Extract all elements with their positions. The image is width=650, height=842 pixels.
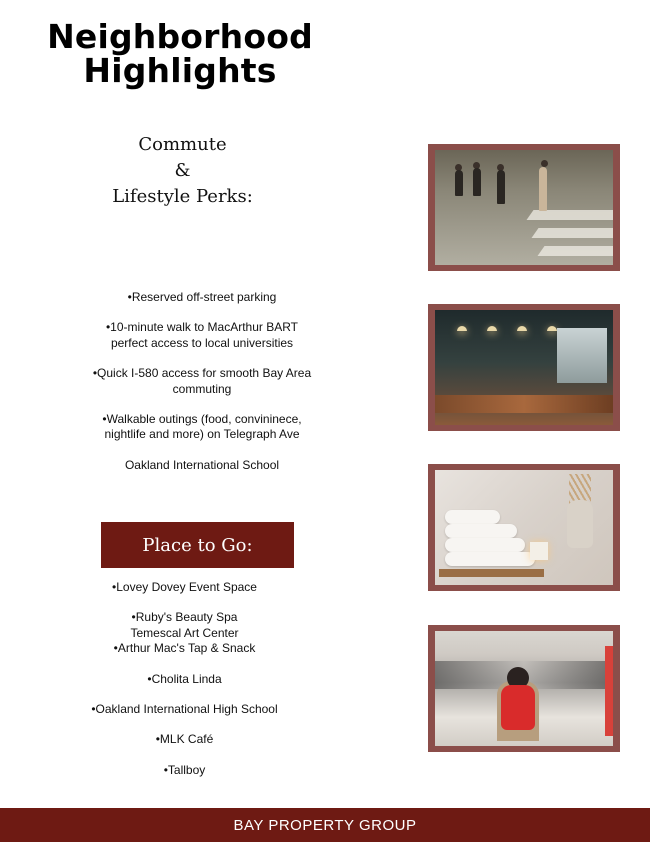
photo-subway [428,625,620,752]
perk-item: •Reserved off-street parking [127,290,277,304]
commute-heading [80,132,285,210]
places-list [72,580,297,793]
commute-perks-list [92,290,312,488]
place-item: •Cholita Linda [147,671,222,686]
place-item: •Ruby's Beauty Spa [131,610,238,625]
commute-heading-line-2: & [174,160,191,181]
place-item: •Oakland International High School [91,702,278,717]
perk-item: Oakland International School [124,457,280,472]
subway-image [435,631,613,746]
places-heading: Place to Go: [142,534,253,556]
photo-spa [428,464,620,591]
places-heading-banner [101,522,294,568]
place-item: Temescal Art Center [130,625,239,640]
commute-heading-line-1: Commute [138,134,227,155]
place-item: •Lovey Dovey Event Space [112,580,257,594]
footer-brand: BAY PROPERTY GROUP [233,816,417,834]
footer-banner [0,808,650,842]
commute-heading-line-3: Lifestyle Perks: [112,186,253,207]
title-line-2: Highlights [83,51,277,90]
cafe-image [435,310,613,425]
title-line-1: Neighborhood [47,17,313,56]
photo-street-crossing [428,144,620,271]
perk-item: •Quick I-580 access for smooth Bay Area commuting [92,366,312,396]
street-crossing-image [435,150,613,265]
place-item: •MLK Café [155,732,214,747]
place-item: •Tallboy [163,762,206,777]
place-item-group [72,610,297,656]
place-item: •Arthur Mac's Tap & Snack [113,641,256,656]
page-title [30,17,330,90]
perk-item: •Walkable outings (food, convininece, nightlife and more) on Telegraph Ave [102,412,302,442]
perk-item: •10-minute walk to MacArthur BART perfect access to local universities [105,320,299,350]
photo-cafe [428,304,620,431]
spa-image [435,470,613,585]
